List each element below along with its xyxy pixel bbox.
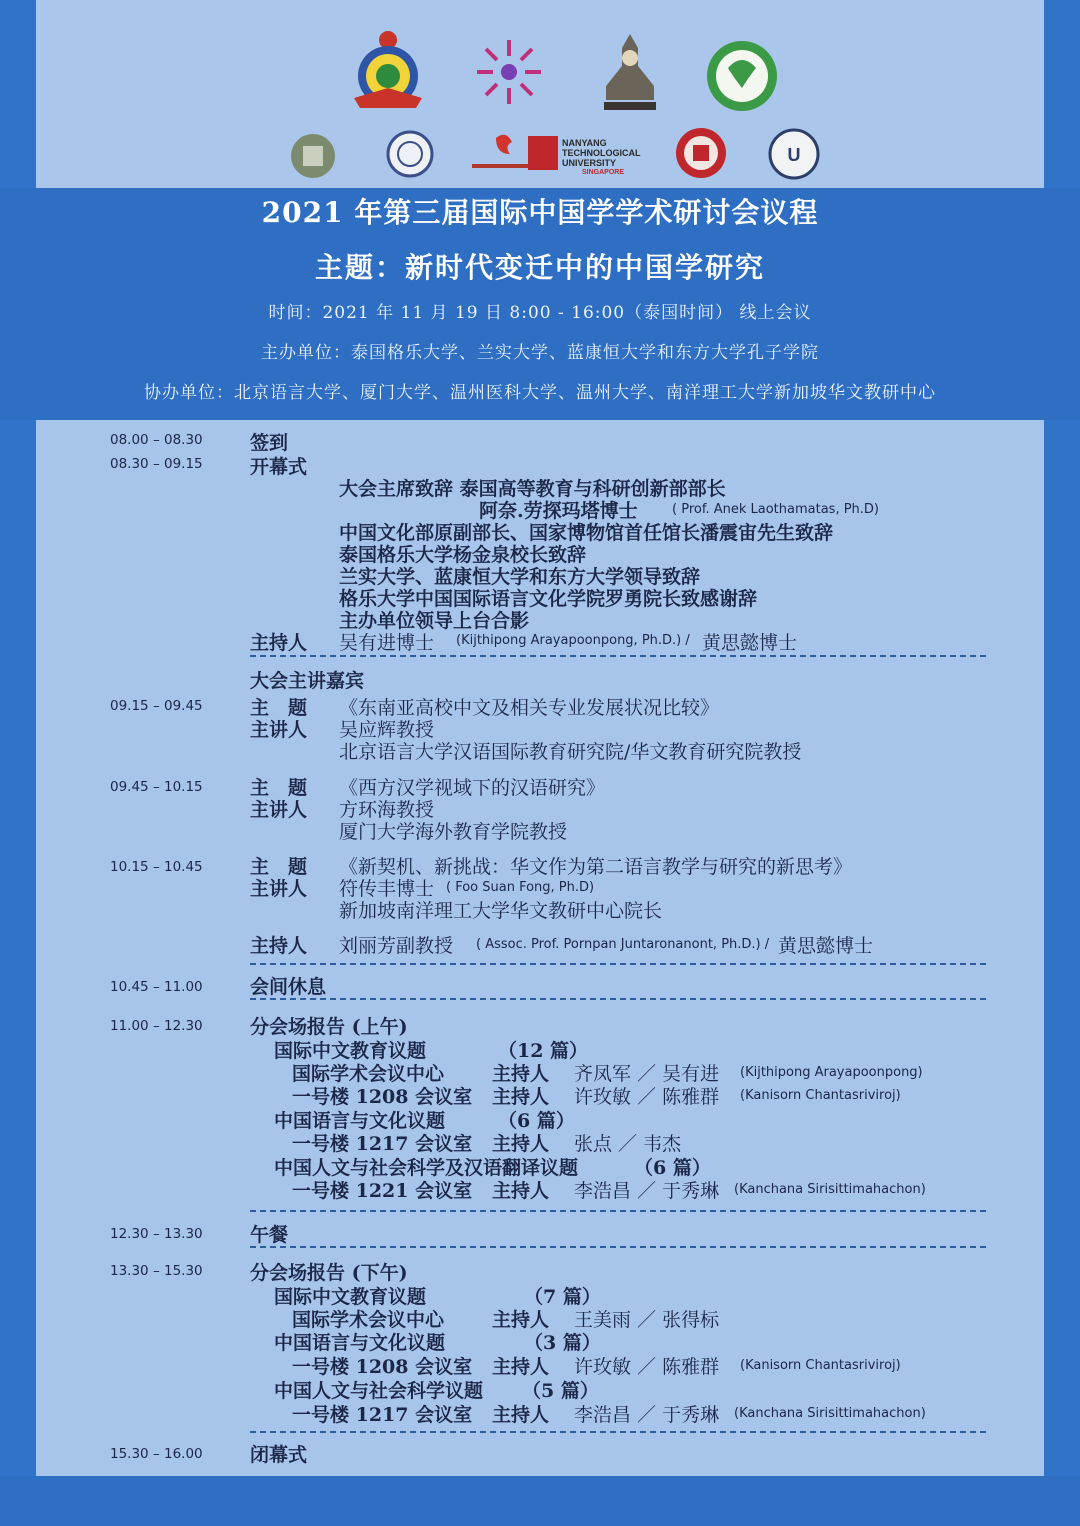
paper-count: （12 篇）: [498, 1040, 589, 1062]
time-slot: 09.45 – 10.15: [110, 779, 203, 795]
host-label: 主持人: [492, 1086, 550, 1108]
speaker-label: 主讲人: [250, 719, 308, 741]
room: 一号楼 1208 会议室: [292, 1356, 473, 1378]
opening-item: 阿奈.劳探玛塔博士: [479, 500, 638, 522]
speaker-affiliation: 北京语言大学汉语国际教育研究院/华文教育研究院教授: [339, 741, 802, 763]
divider: [250, 1431, 986, 1433]
host-label: 主持人: [250, 632, 308, 654]
session-title: 开幕式: [250, 456, 308, 478]
session-title: 签到: [250, 432, 289, 454]
host-english: (Kanisorn Chantasriviroj): [740, 1358, 901, 1373]
speaker-label: 主讲人: [250, 878, 308, 900]
svg-text:SINGAPORE: SINGAPORE: [582, 169, 625, 174]
panel-hosts: 王美雨 ／ 张得标: [574, 1309, 720, 1331]
blcu-logo: [289, 132, 337, 180]
panel-hosts: 许玫敏 ／ 陈雅群: [574, 1356, 720, 1378]
time-slot: 09.15 – 09.45: [110, 698, 203, 714]
host-name: 吴有进博士: [339, 632, 435, 654]
divider: [250, 1246, 986, 1248]
paper-count: （5 篇）: [522, 1380, 599, 1402]
time-slot: 10.45 – 11.00: [110, 979, 203, 995]
panel-topic: 国际中文教育议题: [274, 1286, 427, 1308]
footer-band: [0, 1476, 1080, 1526]
nanyang-technological-university-logo: [528, 134, 644, 174]
opening-item: 兰实大学、蓝康恒大学和东方大学领导致辞: [339, 566, 701, 588]
room: 一号楼 1217 会议室: [292, 1133, 473, 1155]
room: 一号楼 1208 会议室: [292, 1086, 473, 1108]
divider: [250, 963, 986, 965]
paper-count: （7 篇）: [524, 1286, 601, 1308]
host-english: ( Assoc. Prof. Pornpan Juntaronanont, Ph.D.) /: [476, 937, 770, 952]
speaker-name: 符传丰博士: [339, 878, 435, 900]
room: 一号楼 1221 会议室: [292, 1180, 473, 1202]
opening-item: 主办单位领导上台合影: [339, 610, 530, 632]
host-label: 主持人: [492, 1309, 550, 1331]
header-band: [0, 188, 1080, 420]
time-slot: 10.15 – 10.45: [110, 859, 203, 875]
panel-hosts: 齐凤军 ／ 吴有进: [574, 1063, 720, 1085]
host-organizers: 主办单位：泰国格乐大学、兰实大学、蓝康恒大学和东方大学孔子学院: [261, 343, 819, 363]
host-label: 主持人: [492, 1180, 550, 1202]
session-title: 分会场报告 (上午): [250, 1016, 408, 1038]
opening-item: 中国文化部原副部长、国家博物馆首任馆长潘震宙先生致辞: [339, 522, 834, 544]
paper-count: （3 篇）: [524, 1332, 601, 1354]
speaker-name: 方环海教授: [339, 799, 435, 821]
keynote-heading: 大会主讲嘉宾: [250, 670, 365, 692]
svg-text:TECHNOLOGICAL: TECHNOLOGICAL: [562, 148, 641, 158]
oriental-university-confucius-institute-logo: [704, 38, 780, 114]
panel-topic: 中国语言与文化议题: [274, 1332, 446, 1354]
ramkhamhaeng-university-logo: [594, 30, 666, 114]
co-organizers: 协办单位：北京语言大学、厦门大学、温州医科大学、温州大学、南洋理工大学新加坡华文教研中心: [144, 383, 936, 403]
divider: [250, 1210, 986, 1212]
host-label: 主持人: [250, 935, 308, 957]
session-title: 闭幕式: [250, 1444, 308, 1466]
host-english: (Kijthipong Arayapoonpong): [740, 1065, 923, 1080]
host-english: (Kanchana Sirisittimahachon): [734, 1182, 926, 1197]
session-title: 会间休息: [250, 976, 327, 998]
panel-hosts: 许玫敏 ／ 陈雅群: [574, 1086, 720, 1108]
panel-topic: 国际中文教育议题: [274, 1040, 427, 1062]
krirk-university-logo: [346, 28, 430, 114]
host-label: 主持人: [492, 1356, 550, 1378]
topic-label: 主 题: [250, 777, 308, 799]
host-name: 刘丽芳副教授: [339, 935, 454, 957]
speaker-label: 主讲人: [250, 799, 308, 821]
time-slot: 12.30 – 13.30: [110, 1226, 203, 1242]
talk-topic: 《新契机、新挑战：华文作为第二语言教学与研究的新思考》: [339, 856, 853, 878]
speaker-affiliation: 新加坡南洋理工大学华文教研中心院长: [339, 900, 663, 922]
session-title: 午餐: [250, 1224, 289, 1246]
time-slot: 13.30 – 15.30: [110, 1263, 203, 1279]
university-seal-logo: [768, 128, 820, 180]
svg-text:U: U: [787, 145, 801, 165]
theme-subtitle: 主题：新时代变迁中的中国学研究: [314, 251, 765, 284]
talk-topic: 《东南亚高校中文及相关专业发展状况比较》: [339, 697, 720, 719]
time-slot: 08.30 – 09.15: [110, 456, 203, 472]
opening-item: 泰国格乐大学杨金泉校长致辞: [339, 544, 587, 566]
topic-label: 主 题: [250, 856, 308, 878]
host-english: (Kanisorn Chantasriviroj): [740, 1088, 901, 1103]
time-slot: 15.30 – 16.00: [110, 1446, 203, 1462]
opening-item: 格乐大学中国国际语言文化学院罗勇院长致感谢辞: [339, 588, 758, 610]
room: 一号楼 1217 会议室: [292, 1404, 473, 1426]
time-slot: 11.00 – 12.30: [110, 1018, 203, 1034]
paper-count: （6 篇）: [498, 1110, 575, 1132]
svg-text:NANYANG: NANYANG: [562, 138, 607, 148]
wenzhou-university-logo: [674, 126, 728, 180]
speaker-affiliation: 厦门大学海外教育学院教授: [339, 821, 568, 843]
opening-item-english: ( Prof. Anek Laothamatas, Ph.D): [672, 502, 880, 517]
panel-hosts: 李浩昌 ／ 于秀琳: [574, 1404, 720, 1426]
divider: [250, 655, 986, 657]
speaker-english: ( Foo Suan Fong, Ph.D): [446, 880, 595, 895]
opening-item: 大会主席致辞 泰国高等教育与科研创新部部长: [339, 478, 726, 500]
panel-topic: 中国语言与文化议题: [274, 1110, 446, 1132]
event-time: 时间：2021 年 11 月 19 日 8:00 - 16:00（泰国时间） 线上会议: [268, 303, 812, 323]
page-title: 2021 年第三届国际中国学学术研讨会议程: [261, 196, 819, 229]
host-name: 黄思懿博士: [702, 632, 798, 654]
host-label: 主持人: [492, 1404, 550, 1426]
panel-topic: 中国人文与社会科学议题: [274, 1380, 484, 1402]
host-label: 主持人: [492, 1063, 550, 1085]
talk-topic: 《西方汉学视域下的汉语研究》: [339, 777, 606, 799]
xiamen-university-logo: [386, 130, 434, 178]
topic-label: 主 题: [250, 697, 308, 719]
speaker-name: 吴应辉教授: [339, 719, 435, 741]
svg-text:UNIVERSITY: UNIVERSITY: [562, 158, 617, 168]
room: 国际学术会议中心: [292, 1063, 445, 1085]
panel-topic: 中国人文与社会科学及汉语翻译议题: [274, 1157, 579, 1179]
logo-panel: [36, 0, 1044, 188]
host-name: 黄思懿博士: [778, 935, 874, 957]
room: 国际学术会议中心: [292, 1309, 445, 1331]
time-slot: 08.00 – 08.30: [110, 432, 203, 448]
rangsit-university-logo: [471, 32, 547, 112]
host-english: (Kijthipong Arayapoonpong, Ph.D.) /: [456, 633, 690, 648]
panel-hosts: 李浩昌 ／ 于秀琳: [574, 1180, 720, 1202]
panel-hosts: 张点 ／ 韦杰: [574, 1133, 682, 1155]
session-title: 分会场报告 (下午): [250, 1262, 408, 1284]
divider: [250, 998, 986, 1000]
host-label: 主持人: [492, 1133, 550, 1155]
paper-count: （6 篇）: [634, 1157, 711, 1179]
program-schedule: [36, 420, 1044, 1476]
host-english: (Kanchana Sirisittimahachon): [734, 1406, 926, 1421]
